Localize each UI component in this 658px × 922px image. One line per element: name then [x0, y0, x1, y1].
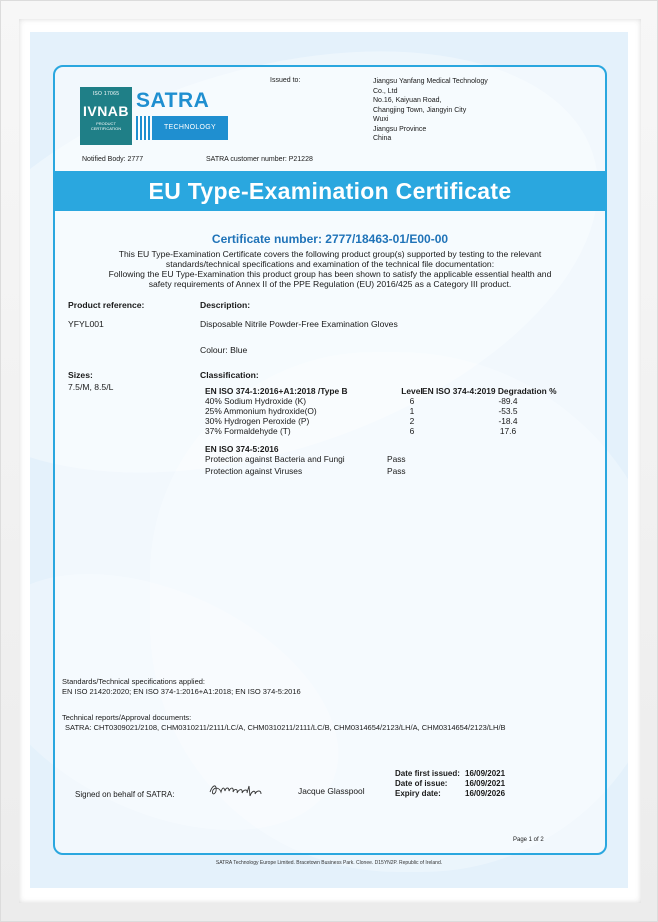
protection-name: Protection against Viruses	[205, 466, 303, 476]
chemical-level: 6	[409, 426, 415, 436]
certificate-dates	[395, 769, 505, 799]
standards-applied	[62, 677, 301, 696]
address-line: Co., Ltd	[373, 87, 398, 95]
date-label: Date of issue:	[395, 779, 448, 788]
colour-value: Colour: Blue	[200, 345, 248, 355]
sizes-value: 7.5/M, 8.5/L	[68, 382, 114, 392]
intro-line: safety requirements of Annex II of the PPE Regulation (EU) 2016/425 as a Category III product.	[148, 279, 512, 289]
description-value: Disposable Nitrile Powder-Free Examination Gloves	[200, 319, 398, 329]
protection-name: Protection against Bacteria and Fungi	[205, 454, 345, 464]
chemical-level: 1	[409, 406, 415, 416]
satra-bars-icon	[136, 116, 150, 140]
reports-label: Technical reports/Approval documents:	[62, 713, 192, 722]
date-label: Expiry date:	[395, 789, 441, 798]
signed-label: Signed on behalf of SATRA:	[75, 790, 175, 799]
sub-header-standard: EN ISO 374-5:2016	[205, 444, 279, 454]
address-line: Changjing Town, Jiangyin City	[373, 106, 467, 114]
header-level: Level	[401, 386, 423, 396]
ivnab-sub-line: PRODUCT	[96, 121, 116, 126]
standards-value: EN ISO 21420:2020; EN ISO 374-1:2016+A1:2018; EN ISO 374-5:2016	[62, 686, 301, 696]
chemical-level: 6	[409, 396, 415, 406]
date-value: 16/09/2026	[465, 789, 506, 798]
chemical-degradation: 17.6	[499, 426, 517, 436]
handwritten-signature	[207, 778, 267, 800]
intro-line: standards/technical specifications and examination of the technical file documentation:	[165, 259, 495, 269]
intro-line: This EU Type-Examination Certificate covers the following product group(s) supported by testing to the relevant	[118, 249, 542, 259]
address-line: No.16, Kaiyuan Road,	[373, 97, 442, 104]
date-value: 16/09/2021	[465, 779, 506, 788]
satra-logo	[136, 89, 228, 143]
classification-label: Classification:	[200, 370, 259, 380]
ivnab-logo-sub	[80, 121, 132, 131]
ivnab-logo-top-text: ISO 17065	[92, 91, 120, 97]
description-label: Description:	[200, 300, 251, 310]
address-line: China	[373, 135, 392, 142]
header-degradation: EN ISO 374-4:2019 Degradation %	[422, 386, 557, 396]
intro-text	[62, 249, 598, 289]
signer-name: Jacque Glasspool	[298, 786, 365, 796]
date-row	[395, 779, 505, 789]
address-line: Wuxi	[373, 116, 389, 123]
notified-body: Notified Body: 2777	[82, 156, 144, 163]
date-row	[395, 769, 505, 779]
address-line: Jiangsu Province	[373, 125, 427, 133]
date-value: 16/09/2021	[465, 769, 506, 778]
chemical-degradation: -89.4	[498, 396, 518, 406]
ivnab-logo	[80, 87, 132, 145]
protection-result: Pass	[387, 454, 406, 464]
address-line: Jiangsu Yanfang Medical Technology	[373, 78, 488, 85]
customer-number: SATRA customer number: P21228	[206, 156, 313, 163]
date-row	[395, 789, 505, 799]
ivnab-sub-line: CERTIFICATION	[90, 126, 122, 131]
chemical-degradation: -53.5	[498, 406, 518, 416]
intro-line: Following the EU Type-Examination this product group has been shown to satisfy the applicable essential health and	[108, 269, 552, 279]
certificate-number: Certificate number: 2777/18463-01/E00-00	[211, 232, 449, 246]
sizes-label: Sizes:	[68, 370, 93, 380]
product-reference-value: YFYL001	[68, 319, 104, 329]
chemical-name: 40% Sodium Hydroxide (K)	[205, 396, 307, 406]
protection-result: Pass	[387, 466, 406, 476]
standards-label: Standards/Technical specifications applied:	[62, 677, 206, 686]
chemical-level: 2	[409, 416, 415, 426]
header-standard: EN ISO 374-1:2016+A1:2018 /Type B	[205, 386, 348, 396]
certificate-title: EU Type-Examination Certificate	[55, 171, 605, 211]
chemical-name: 30% Hydrogen Peroxide (P)	[205, 416, 310, 426]
satra-logo-tagline: TECHNOLOGY	[152, 116, 228, 140]
issued-to-label: Issued to:	[270, 77, 301, 84]
chemical-name: 25% Ammonium hydroxide(O)	[205, 406, 317, 416]
chemical-name: 37% Formaldehyde (T)	[205, 426, 291, 436]
issued-to-address	[373, 77, 488, 144]
ivnab-logo-name: IVNAB	[82, 103, 130, 119]
satra-logo-name: SATRA	[136, 89, 210, 112]
chemical-degradation: -18.4	[498, 416, 518, 426]
technical-reports	[62, 713, 506, 732]
reports-value: SATRA: CHT0309021/2108, CHM0310211/2111/LC/A, CHM0310211/2111/LC/B, CHM0314654/2123/LH/A, CHM0314654/2123/LH/B	[65, 722, 506, 732]
footer-address: SATRA Technology Europe Limited. Bracetown Business Park. Clonee. D15YN2P. Republic of Ireland.	[215, 860, 443, 866]
page-number: Page 1 of 2	[513, 837, 544, 843]
product-reference-label: Product reference:	[68, 300, 145, 310]
date-label: Date first issued:	[395, 769, 460, 778]
